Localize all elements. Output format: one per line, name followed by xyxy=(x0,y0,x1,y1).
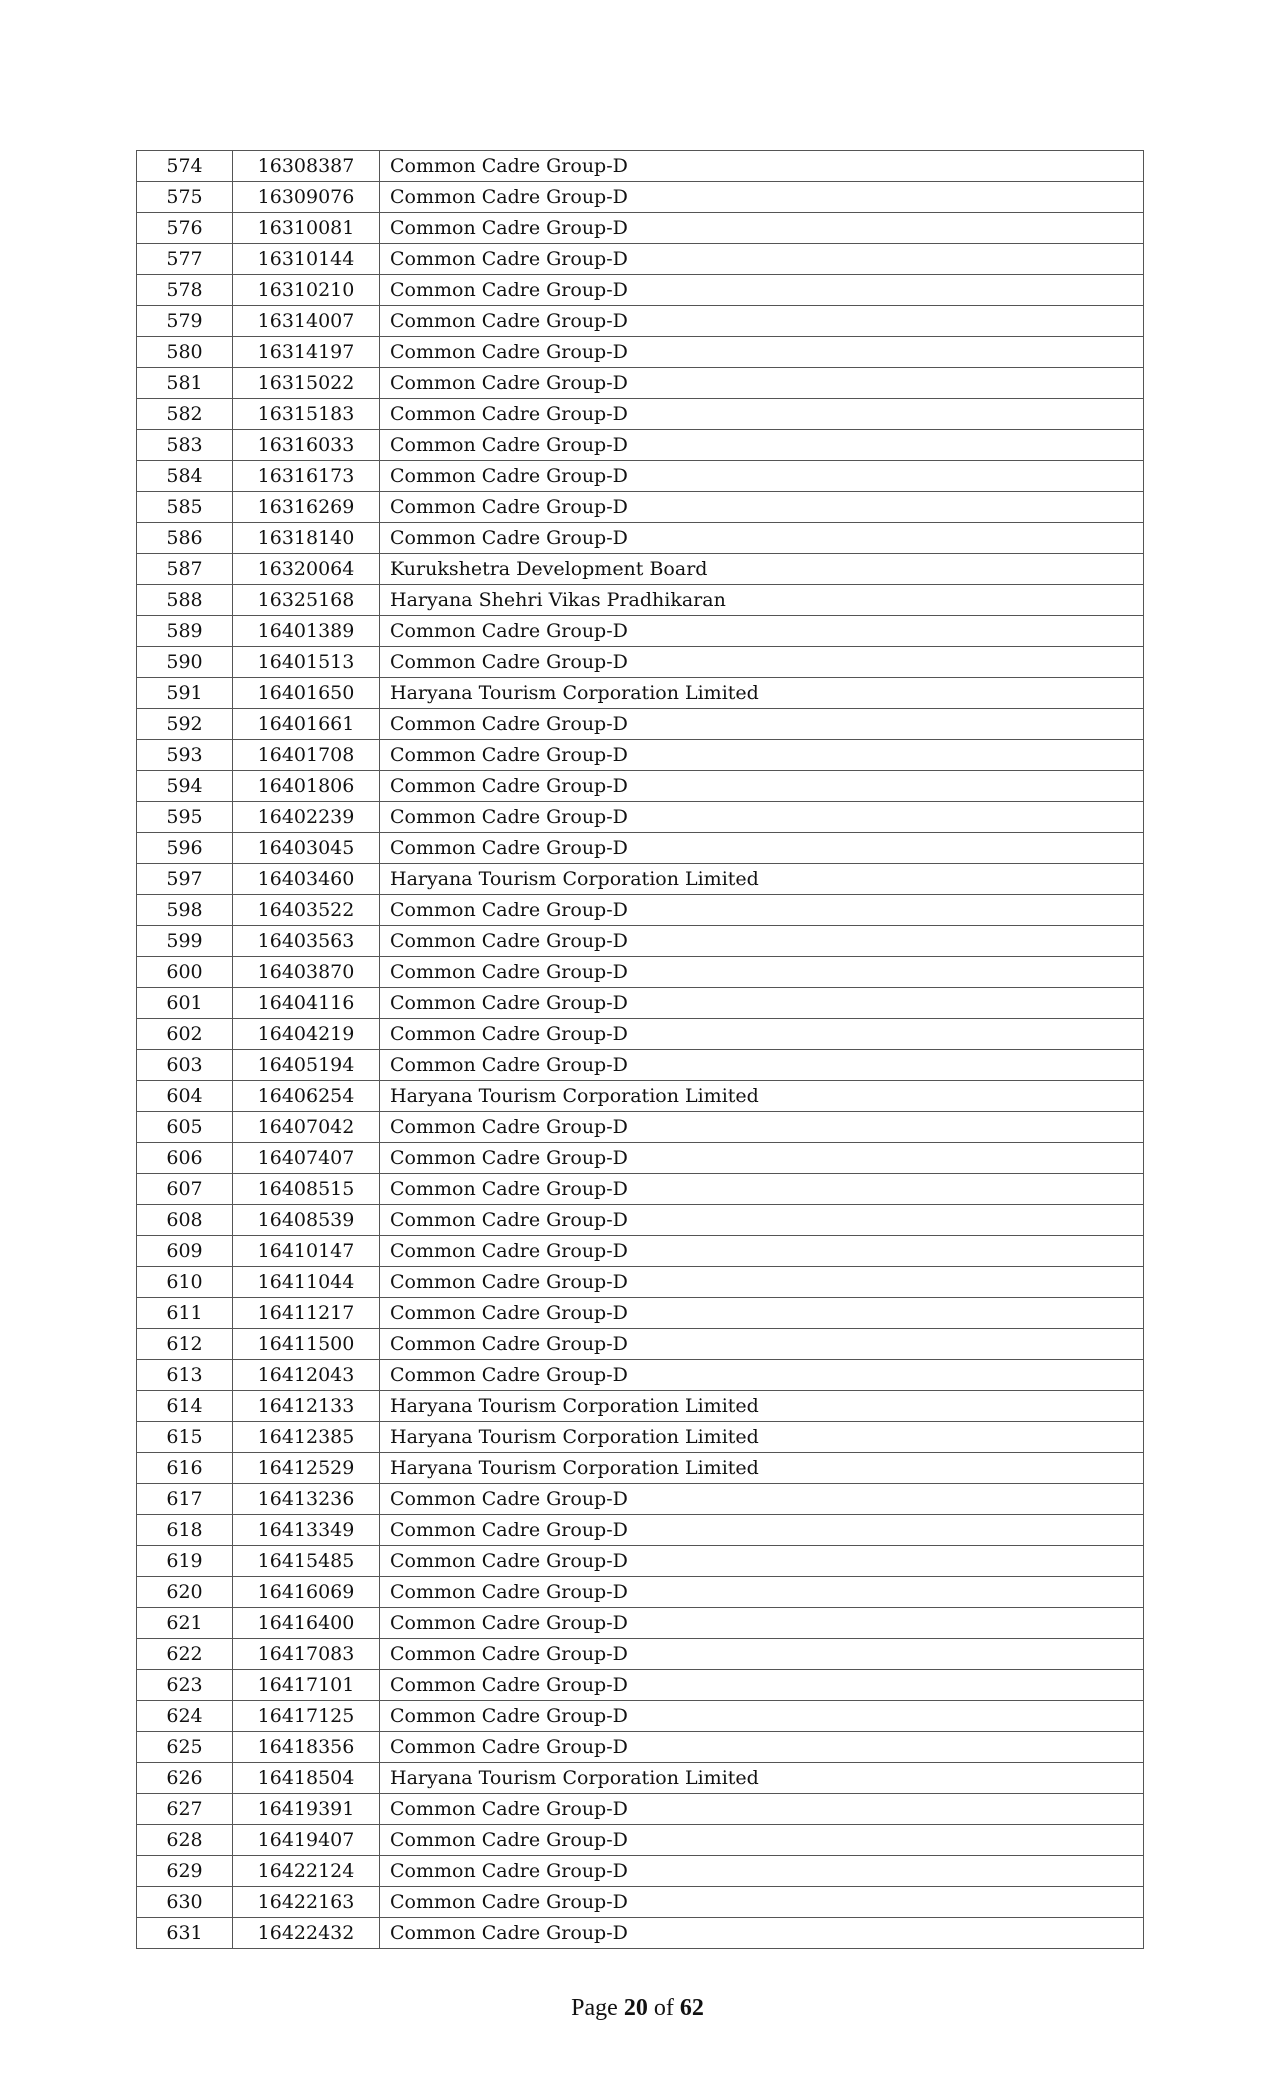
table-row xyxy=(137,554,1144,585)
table-row xyxy=(137,771,1144,802)
registration-number-cell: 16401661 xyxy=(233,709,380,740)
department-cell: Common Cadre Group-D xyxy=(380,1484,1144,1515)
table-row xyxy=(137,1763,1144,1794)
registration-number-cell: 16403522 xyxy=(233,895,380,926)
department-cell: Common Cadre Group-D xyxy=(380,709,1144,740)
department-cell: Common Cadre Group-D xyxy=(380,1019,1144,1050)
page-of-label: of xyxy=(653,1995,674,2021)
table-row xyxy=(137,895,1144,926)
serial-number-cell: 618 xyxy=(137,1515,233,1546)
serial-number-cell: 617 xyxy=(137,1484,233,1515)
department-cell: Common Cadre Group-D xyxy=(380,1112,1144,1143)
serial-number-cell: 597 xyxy=(137,864,233,895)
department-cell: Haryana Shehri Vikas Pradhikaran xyxy=(380,585,1144,616)
serial-number-cell: 606 xyxy=(137,1143,233,1174)
department-cell: Common Cadre Group-D xyxy=(380,957,1144,988)
allocation-table-body xyxy=(137,151,1144,1949)
department-cell: Common Cadre Group-D xyxy=(380,926,1144,957)
serial-number-cell: 599 xyxy=(137,926,233,957)
department-cell: Haryana Tourism Corporation Limited xyxy=(380,678,1144,709)
serial-number-cell: 627 xyxy=(137,1794,233,1825)
serial-number-cell: 621 xyxy=(137,1608,233,1639)
serial-number-cell: 607 xyxy=(137,1174,233,1205)
registration-number-cell: 16310210 xyxy=(233,275,380,306)
department-cell: Common Cadre Group-D xyxy=(380,337,1144,368)
department-cell: Common Cadre Group-D xyxy=(380,647,1144,678)
department-cell: Common Cadre Group-D xyxy=(380,1608,1144,1639)
table-row xyxy=(137,1298,1144,1329)
registration-number-cell: 16404116 xyxy=(233,988,380,1019)
serial-number-cell: 581 xyxy=(137,368,233,399)
serial-number-cell: 612 xyxy=(137,1329,233,1360)
registration-number-cell: 16308387 xyxy=(233,151,380,182)
table-row xyxy=(137,1453,1144,1484)
serial-number-cell: 584 xyxy=(137,461,233,492)
department-cell: Common Cadre Group-D xyxy=(380,399,1144,430)
page-label: Page xyxy=(571,1995,618,2021)
table-row xyxy=(137,1732,1144,1763)
table-row xyxy=(137,1205,1144,1236)
serial-number-cell: 577 xyxy=(137,244,233,275)
table-row xyxy=(137,1267,1144,1298)
table-row xyxy=(137,1174,1144,1205)
serial-number-cell: 613 xyxy=(137,1360,233,1391)
registration-number-cell: 16401650 xyxy=(233,678,380,709)
department-cell: Common Cadre Group-D xyxy=(380,1701,1144,1732)
table-row xyxy=(137,461,1144,492)
department-cell: Common Cadre Group-D xyxy=(380,1267,1144,1298)
serial-number-cell: 579 xyxy=(137,306,233,337)
registration-number-cell: 16419391 xyxy=(233,1794,380,1825)
registration-number-cell: 16309076 xyxy=(233,182,380,213)
department-cell: Common Cadre Group-D xyxy=(380,523,1144,554)
registration-number-cell: 16418504 xyxy=(233,1763,380,1794)
department-cell: Common Cadre Group-D xyxy=(380,1887,1144,1918)
serial-number-cell: 610 xyxy=(137,1267,233,1298)
table-row xyxy=(137,151,1144,182)
table-row xyxy=(137,1112,1144,1143)
department-cell: Common Cadre Group-D xyxy=(380,1143,1144,1174)
serial-number-cell: 588 xyxy=(137,585,233,616)
table-row xyxy=(137,740,1144,771)
department-cell: Common Cadre Group-D xyxy=(380,1298,1144,1329)
table-row xyxy=(137,1794,1144,1825)
department-cell: Common Cadre Group-D xyxy=(380,306,1144,337)
registration-number-cell: 16405194 xyxy=(233,1050,380,1081)
department-cell: Haryana Tourism Corporation Limited xyxy=(380,1081,1144,1112)
table-row xyxy=(137,182,1144,213)
serial-number-cell: 583 xyxy=(137,430,233,461)
serial-number-cell: 629 xyxy=(137,1856,233,1887)
table-row xyxy=(137,709,1144,740)
registration-number-cell: 16407407 xyxy=(233,1143,380,1174)
table-row xyxy=(137,678,1144,709)
department-cell: Kurukshetra Development Board xyxy=(380,554,1144,585)
registration-number-cell: 16413236 xyxy=(233,1484,380,1515)
table-row xyxy=(137,616,1144,647)
table-row xyxy=(137,492,1144,523)
serial-number-cell: 593 xyxy=(137,740,233,771)
registration-number-cell: 16412043 xyxy=(233,1360,380,1391)
current-page-number: 20 xyxy=(623,1995,648,2021)
registration-number-cell: 16417083 xyxy=(233,1639,380,1670)
table-row xyxy=(137,1918,1144,1949)
table-row xyxy=(137,1670,1144,1701)
department-cell: Common Cadre Group-D xyxy=(380,1918,1144,1949)
department-cell: Common Cadre Group-D xyxy=(380,895,1144,926)
table-row xyxy=(137,585,1144,616)
department-cell: Common Cadre Group-D xyxy=(380,1546,1144,1577)
registration-number-cell: 16401806 xyxy=(233,771,380,802)
department-cell: Common Cadre Group-D xyxy=(380,988,1144,1019)
registration-number-cell: 16417125 xyxy=(233,1701,380,1732)
department-cell: Common Cadre Group-D xyxy=(380,1639,1144,1670)
serial-number-cell: 602 xyxy=(137,1019,233,1050)
serial-number-cell: 598 xyxy=(137,895,233,926)
table-row xyxy=(137,1236,1144,1267)
registration-number-cell: 16318140 xyxy=(233,523,380,554)
department-cell: Common Cadre Group-D xyxy=(380,213,1144,244)
serial-number-cell: 587 xyxy=(137,554,233,585)
serial-number-cell: 616 xyxy=(137,1453,233,1484)
table-row xyxy=(137,1608,1144,1639)
serial-number-cell: 578 xyxy=(137,275,233,306)
department-cell: Common Cadre Group-D xyxy=(380,1050,1144,1081)
registration-number-cell: 16410147 xyxy=(233,1236,380,1267)
serial-number-cell: 622 xyxy=(137,1639,233,1670)
department-cell: Common Cadre Group-D xyxy=(380,275,1144,306)
serial-number-cell: 596 xyxy=(137,833,233,864)
serial-number-cell: 591 xyxy=(137,678,233,709)
table-row xyxy=(137,1484,1144,1515)
table-row xyxy=(137,1639,1144,1670)
serial-number-cell: 603 xyxy=(137,1050,233,1081)
department-cell: Common Cadre Group-D xyxy=(380,1856,1144,1887)
registration-number-cell: 16404219 xyxy=(233,1019,380,1050)
registration-number-cell: 16419407 xyxy=(233,1825,380,1856)
table-row xyxy=(137,988,1144,1019)
registration-number-cell: 16416069 xyxy=(233,1577,380,1608)
table-row xyxy=(137,213,1144,244)
department-cell: Common Cadre Group-D xyxy=(380,771,1144,802)
registration-number-cell: 16314197 xyxy=(233,337,380,368)
table-row xyxy=(137,1422,1144,1453)
serial-number-cell: 592 xyxy=(137,709,233,740)
registration-number-cell: 16412133 xyxy=(233,1391,380,1422)
registration-number-cell: 16422432 xyxy=(233,1918,380,1949)
serial-number-cell: 580 xyxy=(137,337,233,368)
registration-number-cell: 16402239 xyxy=(233,802,380,833)
serial-number-cell: 631 xyxy=(137,1918,233,1949)
registration-number-cell: 16408515 xyxy=(233,1174,380,1205)
table-row xyxy=(137,275,1144,306)
registration-number-cell: 16411217 xyxy=(233,1298,380,1329)
department-cell: Common Cadre Group-D xyxy=(380,1329,1144,1360)
department-cell: Common Cadre Group-D xyxy=(380,244,1144,275)
department-cell: Haryana Tourism Corporation Limited xyxy=(380,1453,1144,1484)
registration-number-cell: 16422124 xyxy=(233,1856,380,1887)
serial-number-cell: 620 xyxy=(137,1577,233,1608)
serial-number-cell: 625 xyxy=(137,1732,233,1763)
registration-number-cell: 16403460 xyxy=(233,864,380,895)
department-cell: Common Cadre Group-D xyxy=(380,1825,1144,1856)
table-row xyxy=(137,1701,1144,1732)
serial-number-cell: 619 xyxy=(137,1546,233,1577)
table-row xyxy=(137,1391,1144,1422)
table-row xyxy=(137,430,1144,461)
table-row xyxy=(137,337,1144,368)
table-row xyxy=(137,1019,1144,1050)
registration-number-cell: 16310144 xyxy=(233,244,380,275)
serial-number-cell: 595 xyxy=(137,802,233,833)
total-pages-number: 62 xyxy=(679,1995,704,2021)
department-cell: Common Cadre Group-D xyxy=(380,740,1144,771)
registration-number-cell: 16310081 xyxy=(233,213,380,244)
serial-number-cell: 585 xyxy=(137,492,233,523)
serial-number-cell: 611 xyxy=(137,1298,233,1329)
serial-number-cell: 628 xyxy=(137,1825,233,1856)
serial-number-cell: 615 xyxy=(137,1422,233,1453)
page-footer xyxy=(0,1995,1275,2022)
serial-number-cell: 575 xyxy=(137,182,233,213)
registration-number-cell: 16407042 xyxy=(233,1112,380,1143)
serial-number-cell: 614 xyxy=(137,1391,233,1422)
table-row xyxy=(137,1329,1144,1360)
department-cell: Haryana Tourism Corporation Limited xyxy=(380,1391,1144,1422)
registration-number-cell: 16418356 xyxy=(233,1732,380,1763)
serial-number-cell: 630 xyxy=(137,1887,233,1918)
serial-number-cell: 574 xyxy=(137,151,233,182)
table-row xyxy=(137,1856,1144,1887)
table-row xyxy=(137,1577,1144,1608)
department-cell: Common Cadre Group-D xyxy=(380,1577,1144,1608)
department-cell: Common Cadre Group-D xyxy=(380,802,1144,833)
serial-number-cell: 623 xyxy=(137,1670,233,1701)
registration-number-cell: 16412529 xyxy=(233,1453,380,1484)
registration-number-cell: 16417101 xyxy=(233,1670,380,1701)
table-row xyxy=(137,647,1144,678)
serial-number-cell: 600 xyxy=(137,957,233,988)
allocation-table xyxy=(136,150,1144,1949)
serial-number-cell: 608 xyxy=(137,1205,233,1236)
registration-number-cell: 16413349 xyxy=(233,1515,380,1546)
department-cell: Common Cadre Group-D xyxy=(380,1205,1144,1236)
registration-number-cell: 16403563 xyxy=(233,926,380,957)
department-cell: Haryana Tourism Corporation Limited xyxy=(380,1763,1144,1794)
table-row xyxy=(137,244,1144,275)
registration-number-cell: 16403870 xyxy=(233,957,380,988)
department-cell: Common Cadre Group-D xyxy=(380,1515,1144,1546)
table-row xyxy=(137,368,1144,399)
serial-number-cell: 624 xyxy=(137,1701,233,1732)
registration-number-cell: 16411500 xyxy=(233,1329,380,1360)
department-cell: Common Cadre Group-D xyxy=(380,461,1144,492)
department-cell: Common Cadre Group-D xyxy=(380,616,1144,647)
table-row xyxy=(137,1515,1144,1546)
serial-number-cell: 604 xyxy=(137,1081,233,1112)
table-row xyxy=(137,926,1144,957)
department-cell: Haryana Tourism Corporation Limited xyxy=(380,1422,1144,1453)
department-cell: Haryana Tourism Corporation Limited xyxy=(380,864,1144,895)
serial-number-cell: 586 xyxy=(137,523,233,554)
registration-number-cell: 16314007 xyxy=(233,306,380,337)
table-row xyxy=(137,957,1144,988)
registration-number-cell: 16411044 xyxy=(233,1267,380,1298)
serial-number-cell: 589 xyxy=(137,616,233,647)
table-row xyxy=(137,1546,1144,1577)
department-cell: Common Cadre Group-D xyxy=(380,368,1144,399)
registration-number-cell: 16325168 xyxy=(233,585,380,616)
registration-number-cell: 16416400 xyxy=(233,1608,380,1639)
serial-number-cell: 626 xyxy=(137,1763,233,1794)
registration-number-cell: 16408539 xyxy=(233,1205,380,1236)
registration-number-cell: 16403045 xyxy=(233,833,380,864)
table-row xyxy=(137,1143,1144,1174)
registration-number-cell: 16406254 xyxy=(233,1081,380,1112)
registration-number-cell: 16315022 xyxy=(233,368,380,399)
department-cell: Common Cadre Group-D xyxy=(380,1794,1144,1825)
registration-number-cell: 16401389 xyxy=(233,616,380,647)
registration-number-cell: 16401513 xyxy=(233,647,380,678)
registration-number-cell: 16320064 xyxy=(233,554,380,585)
department-cell: Common Cadre Group-D xyxy=(380,1236,1144,1267)
department-cell: Common Cadre Group-D xyxy=(380,492,1144,523)
registration-number-cell: 16422163 xyxy=(233,1887,380,1918)
table-row xyxy=(137,1887,1144,1918)
department-cell: Common Cadre Group-D xyxy=(380,1670,1144,1701)
registration-number-cell: 16316173 xyxy=(233,461,380,492)
department-cell: Common Cadre Group-D xyxy=(380,1360,1144,1391)
registration-number-cell: 16415485 xyxy=(233,1546,380,1577)
department-cell: Common Cadre Group-D xyxy=(380,1732,1144,1763)
table-row xyxy=(137,1825,1144,1856)
department-cell: Common Cadre Group-D xyxy=(380,430,1144,461)
registration-number-cell: 16315183 xyxy=(233,399,380,430)
serial-number-cell: 582 xyxy=(137,399,233,430)
serial-number-cell: 576 xyxy=(137,213,233,244)
registration-number-cell: 16401708 xyxy=(233,740,380,771)
registration-number-cell: 16316269 xyxy=(233,492,380,523)
table-row xyxy=(137,1050,1144,1081)
registration-number-cell: 16316033 xyxy=(233,430,380,461)
table-row xyxy=(137,523,1144,554)
serial-number-cell: 590 xyxy=(137,647,233,678)
table-row xyxy=(137,864,1144,895)
table-row xyxy=(137,1081,1144,1112)
table-row xyxy=(137,399,1144,430)
department-cell: Common Cadre Group-D xyxy=(380,1174,1144,1205)
serial-number-cell: 594 xyxy=(137,771,233,802)
department-cell: Common Cadre Group-D xyxy=(380,833,1144,864)
serial-number-cell: 605 xyxy=(137,1112,233,1143)
table-row xyxy=(137,1360,1144,1391)
table-row xyxy=(137,306,1144,337)
serial-number-cell: 609 xyxy=(137,1236,233,1267)
serial-number-cell: 601 xyxy=(137,988,233,1019)
table-row xyxy=(137,802,1144,833)
registration-number-cell: 16412385 xyxy=(233,1422,380,1453)
department-cell: Common Cadre Group-D xyxy=(380,151,1144,182)
table-row xyxy=(137,833,1144,864)
department-cell: Common Cadre Group-D xyxy=(380,182,1144,213)
